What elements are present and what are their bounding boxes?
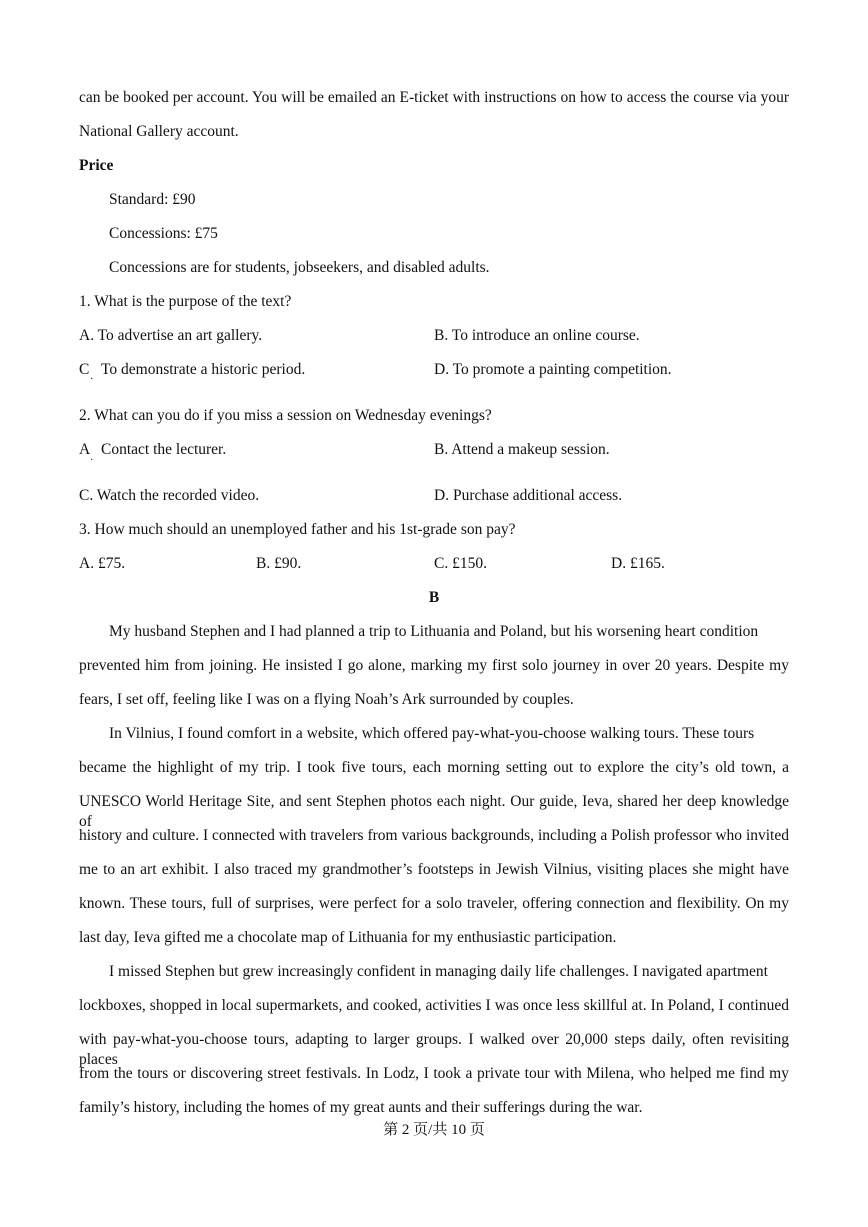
question-1-option-b: B. To introduce an online course. [434,327,640,344]
price-concessions: Concessions: £75 [109,225,218,242]
price-heading: Price [79,157,114,174]
intro-line-2: National Gallery account. [79,123,239,140]
passage-line: family’s history, including the homes of my great aunts and their sufferings during the war. [79,1099,643,1116]
question-1-option-c-letter: C [79,361,90,378]
passage-line: I missed Stephen but grew increasingly confident in managing daily life challenges. I navigated apartment [109,963,768,980]
passage-line: known. These tours, full of surprises, were perfect for a solo traveler, offering connection and flexibility. On my [79,895,789,912]
question-3-stem: 3. How much should an unemployed father and his 1st-grade son pay? [79,521,516,538]
question-2-option-a-letter: A [79,441,91,458]
question-2-option-a-dot: · [90,455,94,466]
passage-line: lockboxes, shopped in local supermarkets, and cooked, activities I was once less skillful at. In Poland, I continued [79,997,789,1014]
question-3-option-b: B. £90. [256,555,302,572]
passage-line: In Vilnius, I found comfort in a website, which offered pay-what-you-choose walking tours. These tours [109,725,755,742]
passage-line: became the highlight of my trip. I took five tours, each morning setting out to explore the city’s old town, a [79,759,789,776]
question-1-option-d: D. To promote a painting competition. [434,361,672,378]
passage-line: prevented him from joining. He insisted I go alone, marking my first solo journey in over 20 years. Despite my [79,657,789,674]
question-1-option-c: To demonstrate a historic period. [101,361,306,378]
question-1-option-a: A. To advertise an art gallery. [79,327,263,344]
question-1-stem: 1. What is the purpose of the text? [79,293,292,310]
passage-line: history and culture. I connected with travelers from various backgrounds, including a Polish professor who invited [79,827,789,844]
price-standard: Standard: £90 [109,191,196,208]
passage-line: UNESCO World Heritage Site, and sent Stephen photos each night. Our guide, Ieva, shared her deep knowledge of [79,793,789,830]
question-2-option-c: C. Watch the recorded video. [79,487,260,504]
question-1-option-c-dot: · [90,374,94,385]
passage-line: with pay-what-you-choose tours, adapting to larger groups. I walked over 20,000 steps daily, often revisiting places [79,1031,789,1068]
question-2-option-d: D. Purchase additional access. [434,487,623,504]
question-2-option-b: B. Attend a makeup session. [434,441,610,458]
page-number: 第 2 页/共 10 页 [383,1122,485,1138]
question-2-option-a: Contact the lecturer. [101,441,227,458]
intro-line-1: can be booked per account. You will be emailed an E-ticket with instructions on how to access the course via your [79,89,789,106]
passage-line: My husband Stephen and I had planned a trip to Lithuania and Poland, but his worsening heart condition [109,623,759,640]
question-3-option-a: A. £75. [79,555,126,572]
passage-line: me to an art exhibit. I also traced my grandmother’s footsteps in Jewish Vilnius, visiting places she might have [79,861,789,878]
section-b-heading: B [428,589,440,606]
question-2-stem: 2. What can you do if you miss a session on Wednesday evenings? [79,407,492,424]
passage-line: fears, I set off, feeling like I was on a flying Noah’s Ark surrounded by couples. [79,691,574,708]
question-3-option-d: D. £165. [611,555,665,572]
price-note: Concessions are for students, jobseekers, and disabled adults. [109,259,490,276]
passage-line: last day, Ieva gifted me a chocolate map of Lithuania for my enthusiastic participation. [79,929,617,946]
passage-line: from the tours or discovering street festivals. In Lodz, I took a private tour with Milena, who helped me find my [79,1065,789,1082]
question-3-option-c: C. £150. [434,555,487,572]
